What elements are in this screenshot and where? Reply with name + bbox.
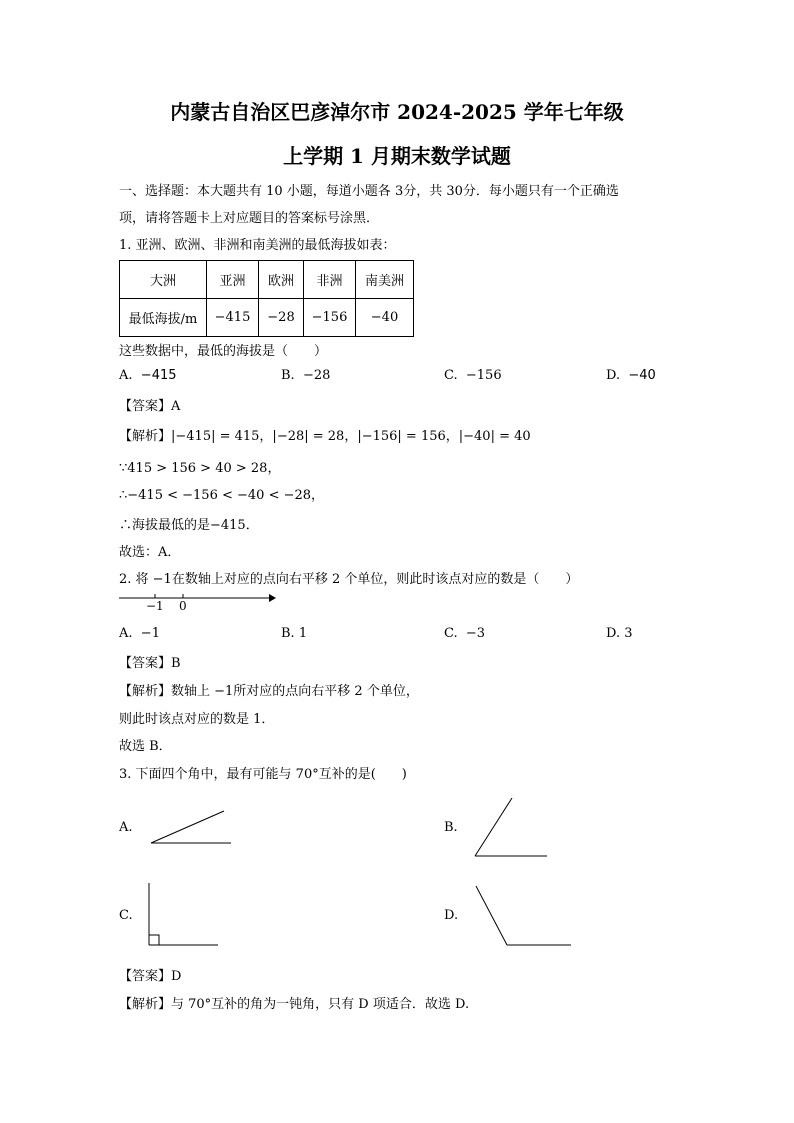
option-value: 1 — [298, 626, 308, 641]
option-value: −1 — [140, 626, 160, 641]
table-cell: 最低海拔/m — [120, 299, 207, 337]
section-intro-line1: 一、选择题：本大题共有 10 小题，每道小题各 3分，共 30分．每小题只有一个正确选 — [119, 184, 619, 199]
q1-option-c — [444, 368, 502, 383]
option-label: D. — [606, 626, 621, 641]
q2-stem: 2. 将 −1在数轴上对应的点向右平移 2 个单位，则此时该点对应的数是（ ） — [119, 572, 579, 587]
q1-analysis-line: 【解析】|−415| = 415，|−28| = 28，|−156| = 156，|−40| = 40 — [119, 429, 531, 444]
q1-analysis-line: ∴−415 < −156 < −40 < −28， — [119, 488, 325, 503]
table-row — [120, 299, 414, 337]
q1-question: 这些数据中，最低的海拔是（ ） — [119, 344, 328, 359]
doc-title-line1: 内蒙古自治区巴彦淖尔市 2024-2025 学年七年级 — [170, 100, 624, 124]
angle-b-figure — [474, 796, 550, 858]
axis-label-zero: 0 — [179, 599, 187, 613]
table-cell: −415 — [207, 299, 259, 337]
altitude-table — [119, 260, 414, 337]
q1-option-b — [281, 368, 330, 383]
q2-analysis-line: 则此时该点对应的数是 1． — [119, 712, 275, 727]
q3-option-c-label: C. — [119, 908, 133, 923]
q2-option-d — [606, 626, 633, 641]
q3-analysis: 【解析】与 70°互补的角为一钝角，只有 D 项适合．故选 D. — [119, 997, 470, 1012]
table-cell: −156 — [304, 299, 356, 337]
q2-answer: 【答案】B — [119, 656, 181, 671]
table-header-row — [120, 261, 414, 299]
option-value: −156 — [465, 368, 502, 383]
angle-c-figure — [148, 882, 220, 948]
q1-analysis-line: ∵415 > 156 > 40 > 28， — [119, 461, 281, 476]
option-value: −28 — [302, 368, 331, 383]
axis-label-neg1: −1 — [146, 599, 164, 613]
q3-option-b-label: B. — [444, 820, 458, 835]
section-intro-line2: 项，请将答题卡上对应题目的答案标号涂黑． — [119, 211, 380, 226]
option-value: 3 — [624, 626, 633, 641]
doc-title-line2: 上学期 1 月期末数学试题 — [283, 144, 511, 168]
option-value: −40 — [628, 368, 656, 383]
q3-option-a-label: A. — [119, 820, 133, 835]
angle-d-figure — [474, 884, 574, 948]
table-cell: 大洲 — [120, 261, 207, 299]
option-value: −3 — [465, 626, 486, 641]
option-label: A. — [119, 368, 133, 383]
option-label: C. — [444, 368, 458, 383]
table-cell: 非洲 — [304, 261, 356, 299]
q1-option-a — [119, 368, 177, 383]
table-cell: 亚洲 — [207, 261, 259, 299]
option-label: B. — [281, 368, 295, 383]
q3-option-d-label: D. — [444, 908, 459, 923]
q2-option-c — [444, 626, 485, 641]
table-cell: 欧洲 — [259, 261, 304, 299]
option-label: A. — [119, 626, 133, 641]
table-cell: 南美洲 — [356, 261, 414, 299]
option-value: −415 — [140, 368, 177, 383]
q2-option-a — [119, 626, 160, 641]
option-label: C. — [444, 626, 458, 641]
q1-answer: 【答案】A — [119, 399, 181, 414]
angle-a-figure — [150, 808, 232, 846]
q2-analysis-line: 故选 B． — [119, 739, 172, 754]
q2-option-b — [281, 626, 307, 641]
option-label: B. — [281, 626, 295, 641]
q1-analysis-line: ∴海拔最低的是−415． — [119, 518, 259, 533]
table-cell: −28 — [259, 299, 304, 337]
q1-analysis-line: 故选：A． — [119, 545, 181, 560]
q3-stem: 3. 下面四个角中，最有可能与 70°互补的是( ) — [119, 767, 407, 782]
q1-option-d — [606, 368, 656, 383]
number-line — [119, 590, 279, 614]
q1-stem: 1. 亚洲、欧洲、非洲和南美洲的最低海拔如表： — [119, 238, 396, 253]
q2-analysis-line: 【解析】数轴上 −1所对应的点向右平移 2 个单位， — [119, 684, 419, 699]
table-cell: −40 — [356, 299, 414, 337]
option-label: D. — [606, 368, 621, 383]
q3-answer: 【答案】D — [119, 969, 182, 984]
